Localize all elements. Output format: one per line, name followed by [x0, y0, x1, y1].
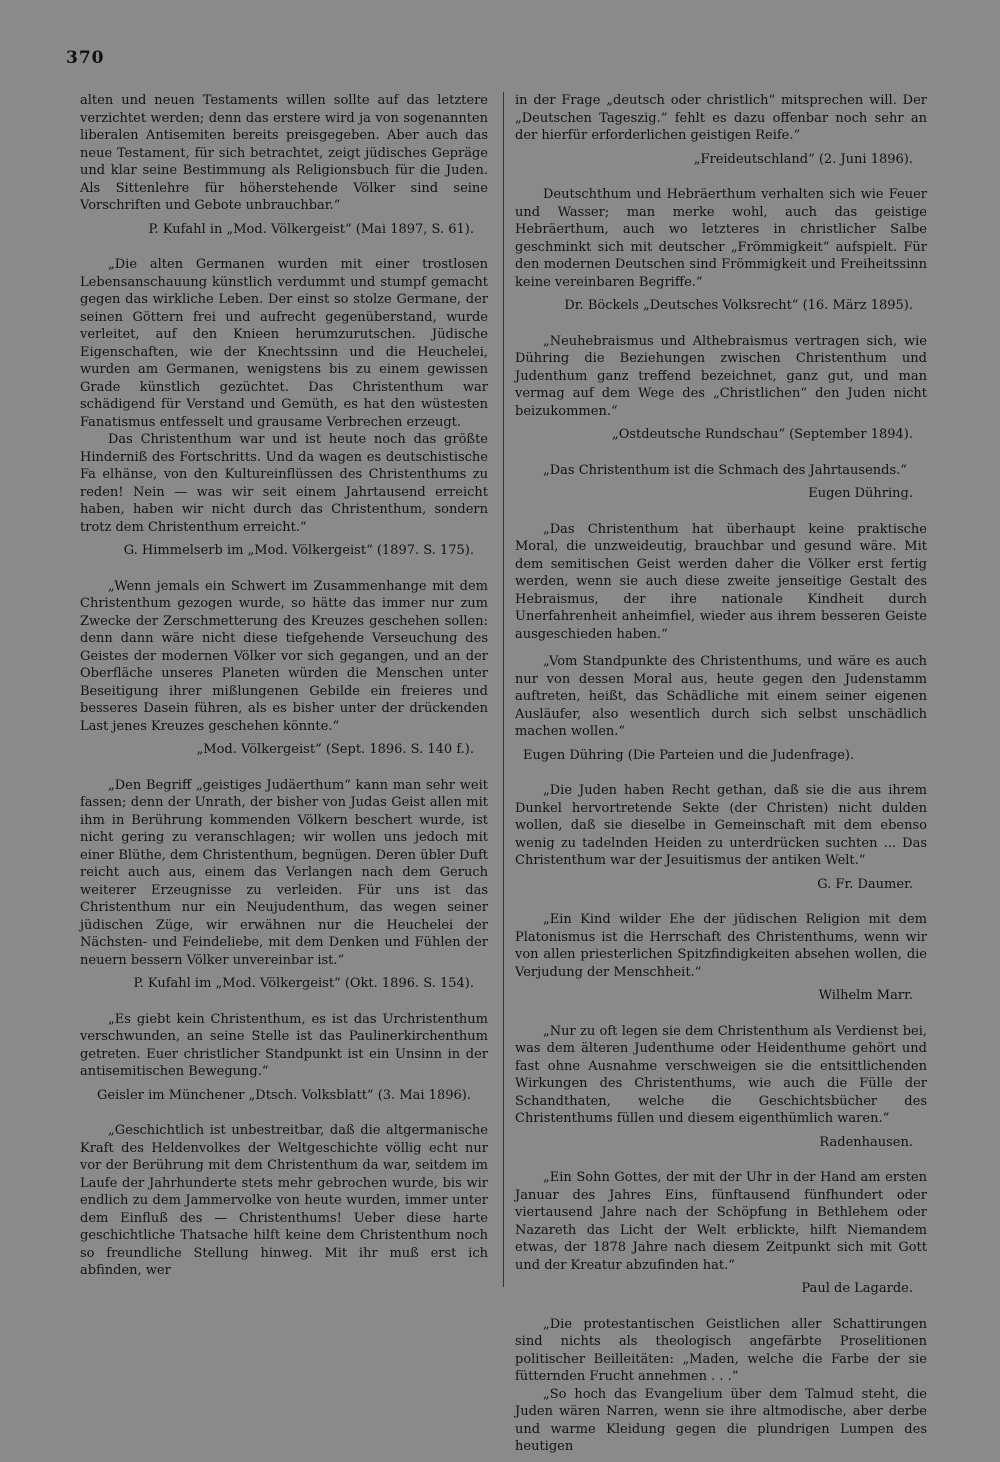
quote-source: Wilhelm Marr.: [818, 988, 913, 1003]
left-column: [80, 92, 488, 1286]
quote-block: [80, 578, 488, 736]
quote-source: „Mod. Völkergeist“ (Sept. 1896. S. 140 f.).: [196, 742, 474, 757]
quote-block: [515, 653, 927, 741]
quote-block: [80, 1122, 488, 1280]
quote-text: „Nur zu oft legen sie dem Christenthum als Verdienst bei, was dem älteren Judenthume oder Heidenthume gehört und fast ohne Ausnahme verschweigen sie die entsittlichenden Wirkungen des Christenthums, wie auch die Fülle der Schandthaten, welche die Geschichtsbücher des Christenthums füllen und diesem eigenthümlich waren.“: [515, 1023, 927, 1126]
quote-block: [515, 92, 927, 145]
quote-text: „Ein Sohn Gottes, der mit der Uhr in der Hand am ersten Januar des Jahres Eins, fünftausend fünfhundert oder viertausend Jahre nach der Schöpfung in Bethlehem oder Nazareth das Licht der Welt erblickte, hilft Niemandem etwas, der 1878 Jahre nach diesem Zeitpunkt sich mit Gott und der Kreatur abzufinden hat.“: [515, 1170, 927, 1273]
quote-block: [515, 1023, 927, 1128]
quote-source: Eugen Dühring (Die Parteien und die Judenfrage).: [523, 747, 855, 763]
quote-text: „Wenn jemals ein Schwert im Zusammenhange mit dem Christenthum gezogen wurde, so hätte das immer nur zum Zwecke der Zerschmetterung des Kreuzes geschehen sollen: denn dann wäre nicht diese tiefgehende Verseuchung des Geistes der modernen Völker vor sich gegangen, und an der Oberfläche unseres Planeten würden die Menschen unter Beseitigung ihrer mißlungenen Gebilde ein freieres und besseres Dasein führen, als es bisher unter der drückenden Last jenes Kreuzes geschehen könnte.“: [80, 578, 488, 734]
right-column: [515, 92, 927, 1462]
quote-text: Das Christenthum war und ist heute noch das größte Hinderniß des Fortschritts. Und da wagen es deutschistische Fa elhänse, von den Kultureinflüssen des Christenthums zu reden! Nein — was wir seit einem Jahrtausend erreicht haben, haben wir nicht durch das Christenthum, sondern trotz dem Christenthum erreicht.“: [80, 432, 488, 535]
quote-block: [515, 186, 927, 291]
quote-text: „Neuhebraismus und Althebraismus vertragen sich, wie Dühring die Beziehungen zwischen Christenthum und Judenthum ganz treffend bezeichnet, ganz gut, und man vermag auf dem Wege des „Christlichen“ den Juden nicht beizukommen.“: [515, 333, 927, 419]
quote-block: [80, 777, 488, 970]
quote-source: G. Himmelserb im „Mod. Völkergeist“ (1897. S. 175).: [123, 543, 474, 558]
quote-block: [515, 1316, 927, 1456]
quote-source: „Freideutschland“ (2. Juni 1896).: [693, 151, 913, 167]
quote-source: Eugen Dühring.: [808, 486, 913, 501]
quote-source: Geisler im Münchener „Dtsch. Volksblatt“ (3. Mai 1896).: [97, 1087, 471, 1103]
quote-block: [80, 92, 488, 215]
quote-text: „Das Christenthum hat überhaupt keine praktische Moral, die unzweideutig, brauchbar und gesund wäre. Mit dem semitischen Geist werden daher die Völker erst fertig werden, wenn sie auch diese zweite jenseitige Gestalt des Hebraismus, der ihre nationale Kindheit durch Unerfahrenheit anheimfiel, wieder aus ihrem besseren Geiste ausgeschieden haben.“: [515, 521, 927, 642]
quote-source: Radenhausen.: [819, 1134, 913, 1150]
quote-block: [80, 256, 488, 536]
quote-block: [515, 333, 927, 421]
quote-text: alten und neuen Testaments willen sollte auf das letztere verzichtet werden; denn das erstere wird ja von sogenannten liberalen Antisemiten bereits preisgegeben. Aber auch das neue Testament, für sich betrachtet, zeigt jüdisches Gepräge und klar seine Bestimmung als Religionsbuch für die Juden. Als Sittenlehre für höherstehende Völker sind seine Vorschriften und Gebote unbrauchbar.“: [80, 93, 488, 213]
quote-text: „Die Juden haben Recht gethan, daß sie die aus ihrem Dunkel hervortretende Sekte (der Christen) nicht dulden wollen, daß sie dieselbe in Gemeinschaft mit dem ebenso wenig zu tadelnden Heiden zu unterdrücken suchten ... Das Christenthum war der Jesuitismus der antiken Welt.“: [515, 783, 927, 868]
quote-text: „Geschichtlich ist unbestreitbar, daß die altgermanische Kraft des Heldenvolkes der Weltgeschichte völlig echt nur vor der Berührung mit dem Christenthum da war, seitdem im Laufe der Jahrhunderte stets mehr gebrochen wurde, bis wir endlich zu dem Jammervolke von heute wurden, immer unter dem Einfluß des — Christenthums! Ueber diese harte geschichtliche Thatsache hilft keine dem Christenthum noch so freundliche Stellung hinweg. Mit ihr muß erst ich abfinden, wer: [80, 1123, 488, 1278]
quote-text: „Den Begriff „geistiges Judäerthum“ kann man sehr weit fassen; denn der Unrath, der bisher von Judas Geist allen mit ihm in Berührung kommenden Völkern beschert wurde, ist nicht gering zu veranschlagen; wir wollen uns jedoch mit einer Blüthe, dem Christenthum, begnügen. Deren übler Duft reicht auch aus, einem das Verlangen nach dem Geruch weiterer Erzeugnisse zu verleiden. Für uns ist das Christenthum nur ein Neujudenthum, das wegen seiner jüdischen Züge, wir erwähnen nur die Heuchelei der Nächsten- und Feindeliebe, mit dem Denken und Fühlen der neuern bessern Völker unvereinbar ist.“: [80, 777, 488, 968]
quote-source: „Ostdeutsche Rundschau“ (September 1894).: [611, 427, 913, 442]
quote-text: „Die protestantischen Geistlichen aller Schattirungen sind nichts als theologisch angefärbte Proselitionen politischer Beilleitäten: „Maden, welche die Farbe der sie fütternden Frucht annehmen . . .“: [515, 1316, 927, 1384]
quote-block: [515, 911, 927, 981]
quote-source: G. Fr. Daumer.: [817, 876, 913, 892]
quote-text: in der Frage „deutsch oder christlich“ mitsprechen will. Der „Deutschen Tageszig.“ fehlt es dazu offenbar noch sehr an der hierfür erforderlichen geistigen Reife.“: [515, 93, 927, 143]
page-number: 370: [66, 48, 105, 68]
quote-source: Paul de Lagarde.: [801, 1281, 913, 1296]
quote-block: [515, 521, 927, 644]
quote-text: Deutschthum und Hebräerthum verhalten sich wie Feuer und Wasser; man merke wohl, auch das geistige Hebräerthum, auch wo letzteres in christlicher Salbe geschminkt sich mit deutscher „Frömmigkeit“ aufspielt. Für den modernen Deutschen sind Frömmigkeit und Freiheitssinn keine vereinbaren Begriffe.“: [515, 187, 927, 290]
column-divider: [503, 92, 504, 1287]
quote-text: „Die alten Germanen wurden mit einer trostlosen Lebensanschauung künstlich verdummt und stumpf gemacht gegen das wirkliche Leben. Der einst so stolze Germane, der seinen Göttern frei und aufrecht gegenüberstand, wurde verleitet, auf den Knieen herumzurutschen. Jüdische Eigenschaften, wie der Knechtssinn und die Heuchelei, wurden am Germanen, wenigstens bis zu einem gewissen Grade künstlich gezüchtet. Das Christenthum war schädigend für Verstand und Gemüth, es hat den wüstesten Fanatismus entfesselt und grausame Verbrechen erzeugt.: [80, 257, 488, 430]
quote-block: [515, 462, 927, 480]
quote-block: [515, 1169, 927, 1274]
quote-text: „Ein Kind wilder Ehe der jüdischen Religion mit dem Platonismus ist die Herrschaft des Christenthums, wenn wir von allen priesterlichen Spitzfindigkeiten absehen wollen, die Verjudung der Menschheit.“: [515, 912, 927, 980]
quote-text: „So hoch das Evangelium über dem Talmud steht, die Juden wären Narren, wenn sie ihre altmodische, aber derbe und warme Kleidung gegen die plundrigen Lumpen des heutigen: [515, 1386, 927, 1454]
quote-text: „Das Christenthum ist die Schmach des Jahrtausends.“: [543, 462, 907, 478]
quote-block: [80, 1011, 488, 1081]
quote-source: P. Kufahl in „Mod. Völkergeist“ (Mai 1897, S. 61).: [148, 221, 474, 237]
quote-text: „Vom Standpunkte des Christenthums, und wäre es auch nur von dessen Moral aus, heute gegen den Judenstamm auftreten, heißt, das Schädliche mit einem seiner eigenen Ausläufer, also wesentlich durch sich selbst unschädlich machen wollen.“: [515, 654, 927, 739]
quote-block: [515, 782, 927, 870]
quote-source: Dr. Böckels „Deutsches Volksrecht“ (16. März 1895).: [564, 298, 913, 313]
quote-text: „Es giebt kein Christenthum, es ist das Urchristenthum verschwunden, an seine Stelle ist das Paulinerkirchenthum getreten. Euer christlicher Standpunkt ist ein Unsinn in der antisemitischen Bewegung.“: [80, 1011, 488, 1079]
quote-source: P. Kufahl im „Mod. Völkergeist“ (Okt. 1896. S. 154).: [133, 976, 474, 991]
